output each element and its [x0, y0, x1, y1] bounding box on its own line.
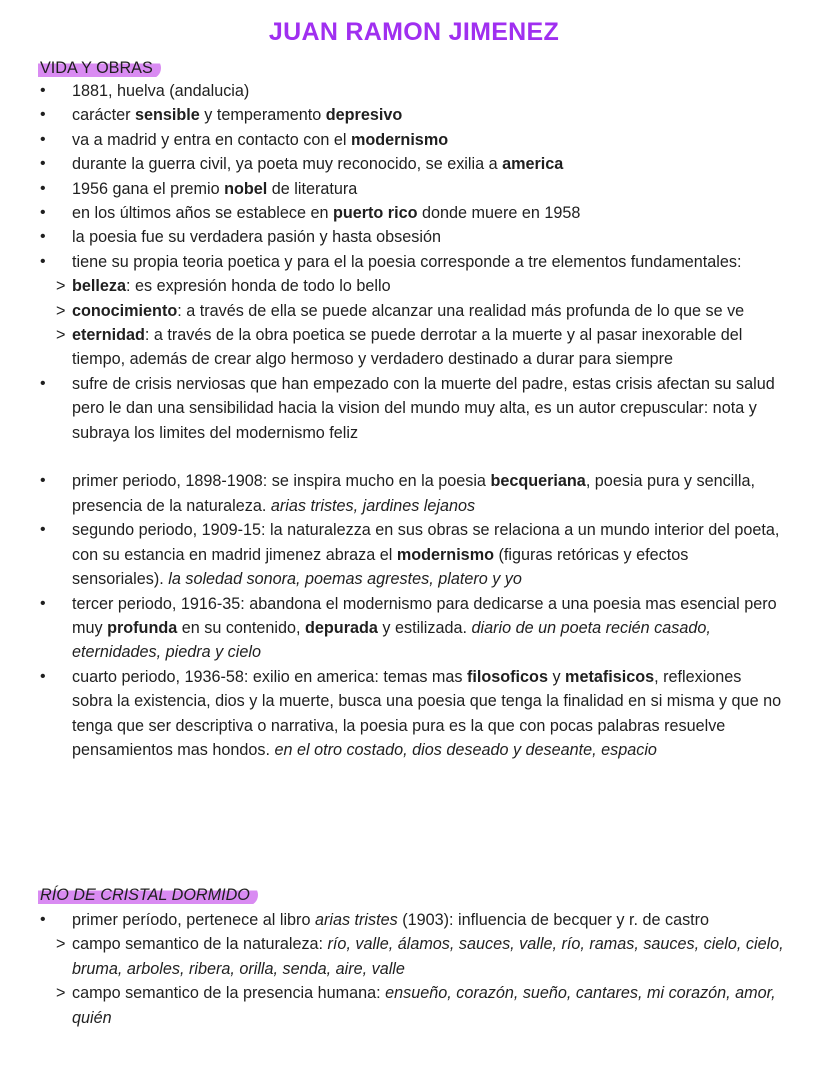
- section-heading-vida-y-obras: VIDA Y OBRAS: [38, 57, 161, 79]
- arrow-marker-icon: >: [56, 277, 66, 296]
- bullet-icon: •: [40, 106, 46, 124]
- semantic-field-human: > campo semantico de la presencia humana: ensueño, corazón, sueño, cantares, mi corazón, amor, quién: [0, 981, 784, 1030]
- bullet-icon: •: [40, 911, 46, 928]
- period-item: • cuarto periodo, 1936-58: exilio en america: temas mas filosoficos y metafisicos, reflexiones sobra la existencia, dios y la muerte, busca una poesia que tenga la finalidad en si misma y que no tenga que ser descriptiva o narrativa, la poesia pura es la que con pocas palabras resuelve pensamientos mas hondos. en el otro costado, dios deseado y deseante, espacio: [0, 665, 782, 763]
- list-item: • carácter sensible y temperamento depresivo: [0, 103, 782, 127]
- period-item: • segundo periodo, 1909-15: la naturalezza en sus obras se relaciona a un mundo interior del poeta, con su estancia en madrid jimenez abraza el modernismo (figuras retóricas y efectos sensoriales). la soledad sonora, poemas agrestes, platero y yo: [0, 518, 782, 591]
- element-item-conocimiento: > conocimiento: a través de ella se puede alcanzar una realidad más profunda de lo que se ve: [0, 299, 784, 323]
- element-item-eternidad: > eternidad: a través de la obra poetica se puede derrotar a la muerte y al pasar inexorable del tiempo, además de crear algo hermoso y verdadero destinado a durar para siempre: [0, 323, 784, 372]
- bullet-icon: •: [40, 667, 46, 685]
- period-item: • primer periodo, 1898-1908: se inspira mucho en la poesia becqueriana, poesia pura y sencilla, presencia de la naturaleza. arias tristes, jardines lejanos: [0, 469, 782, 518]
- arrow-marker-icon: >: [56, 301, 66, 320]
- bullet-icon: •: [40, 155, 46, 173]
- bullet-icon: •: [40, 130, 46, 148]
- semantic-field-nature: > campo semantico de la naturaleza: río, valle, álamos, sauces, valle, río, ramas, sauces, cielo, cielo, bruma, arboles, ribera, orilla, senda, aire, valle: [0, 932, 784, 981]
- bullet-icon: •: [40, 204, 46, 222]
- list-item: • la poesia fue su verdadera pasión y hasta obsesión: [0, 225, 782, 249]
- vida-obras-list: [0, 79, 828, 762]
- arrow-marker-icon: >: [56, 935, 66, 954]
- arrow-marker-icon: >: [56, 984, 66, 1003]
- list-item: • tiene su propia teoria poetica y para el la poesia corresponde a tre elementos fundamentales:: [0, 250, 782, 274]
- arrow-marker-icon: >: [56, 326, 66, 345]
- list-item: • va a madrid y entra en contacto con el modernismo: [0, 128, 782, 152]
- spacer: [0, 445, 828, 469]
- list-item: • 1956 gana el premio nobel de literatura: [0, 177, 782, 201]
- bullet-icon: •: [40, 82, 46, 99]
- element-item-belleza: > belleza: es expresión honda de todo lo bello: [0, 274, 784, 298]
- section-heading-rio-de-cristal: RÍO DE CRISTAL DORMIDO: [38, 884, 258, 906]
- list-item: • en los últimos años se establece en puerto rico donde muere en 1958: [0, 201, 782, 225]
- page-title: JUAN RAMON JIMENEZ: [268, 18, 560, 46]
- bullet-icon: •: [40, 228, 46, 246]
- list-item: • primer período, pertenece al libro arias tristes (1903): influencia de becquer y r. de castro: [0, 908, 782, 932]
- bullet-icon: •: [40, 472, 46, 490]
- list-item: • durante la guerra civil, ya poeta muy reconocido, se exilia a america: [0, 152, 782, 176]
- bullet-icon: •: [40, 252, 46, 270]
- list-item: • 1881, huelva (andalucia): [0, 79, 782, 103]
- bullet-icon: •: [40, 179, 46, 197]
- list-item: • sufre de crisis nerviosas que han empezado con la muerte del padre, estas crisis afectan su salud pero le dan una sensibilidad hacia la vision del mundo muy alta, es un autor crepuscular: nota y subraya los limites del modernismo feliz: [0, 372, 782, 445]
- bullet-icon: •: [40, 521, 46, 539]
- rio-cristal-list: [0, 908, 828, 1030]
- bullet-icon: •: [40, 594, 46, 612]
- period-item: • tercer periodo, 1916-35: abandona el modernismo para dedicarse a una poesia mas esencial pero muy profunda en su contenido, depurada y estilizada. diario de un poeta recién casado, eternidades, piedra y cielo: [0, 592, 782, 665]
- bullet-icon: •: [40, 374, 46, 392]
